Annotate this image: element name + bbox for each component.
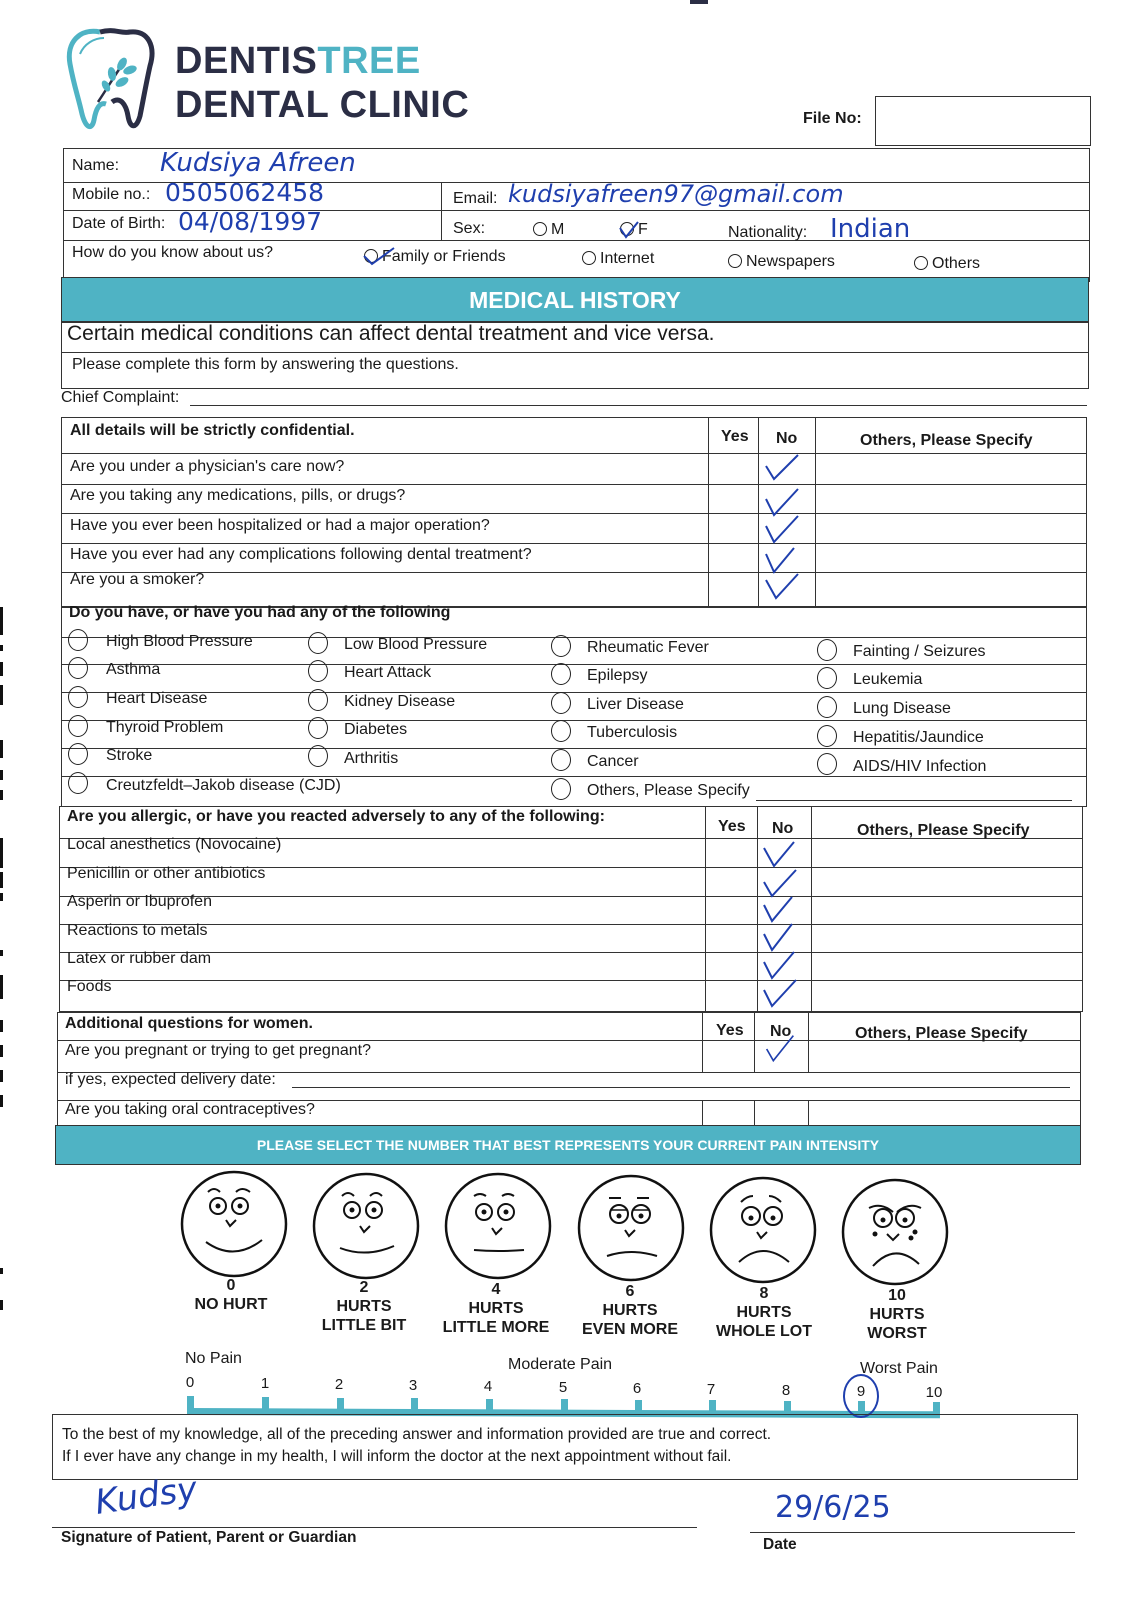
- declaration-line1: To the best of my knowledge, all of the preceding answer and information provided are true and correct.: [62, 1426, 772, 1443]
- clinic-name-tree: TREE: [317, 40, 421, 82]
- allergies-yes-header: Yes: [718, 818, 746, 835]
- allergies-others-header: Others, Please Specify: [857, 822, 1030, 839]
- date-label: Date: [763, 1536, 797, 1553]
- condition-label: Heart Attack: [344, 664, 432, 681]
- allergies-heading: Are you allergic, or have you reacted adversely to any of the following:: [67, 808, 605, 825]
- face-hurts-little-bit-icon[interactable]: [310, 1170, 422, 1282]
- chief-complaint-label: Chief Complaint:: [61, 389, 180, 406]
- scale-num[interactable]: 5: [558, 1379, 568, 1396]
- checkmark-no-icon[interactable]: [764, 572, 800, 602]
- sex-label: Sex:: [453, 220, 486, 237]
- question-row: Are you taking any medications, pills, or drugs?: [70, 487, 406, 504]
- condition-radio[interactable]: [68, 629, 88, 651]
- declaration-box: [52, 1414, 1078, 1480]
- checkmark-no-icon[interactable]: [762, 1034, 798, 1064]
- declaration-line2: If I ever have any change in my health, I will inform the doctor at the next appointment without fail.: [62, 1448, 732, 1465]
- question-row: Have you ever had any complications following dental treatment?: [70, 546, 532, 563]
- source-option-newspapers[interactable]: Newspapers: [728, 253, 835, 271]
- women-others-header: Others, Please Specify: [855, 1025, 1028, 1042]
- checkmark-no-icon[interactable]: [764, 452, 800, 482]
- condition-radio[interactable]: [68, 772, 88, 794]
- medical-history-banner: MEDICAL HISTORY: [61, 277, 1089, 323]
- email-label: Email:: [453, 190, 498, 207]
- face-label-8: 8 HURTS WHOLE LOT: [716, 1285, 812, 1340]
- scale-num[interactable]: 3: [408, 1377, 418, 1394]
- condition-label: Low Blood Pressure: [344, 636, 488, 653]
- general-yes-header: Yes: [721, 428, 749, 445]
- mobile-field[interactable]: 0505062458: [165, 178, 325, 207]
- nationality-field[interactable]: Indian: [830, 214, 911, 244]
- intro-text: Certain medical conditions can affect dental treatment and vice versa.: [67, 322, 715, 345]
- clinic-name-dentis: DENTIS: [175, 40, 318, 82]
- condition-label: Fainting / Seizures: [853, 643, 986, 660]
- condition-label: Rheumatic Fever: [587, 639, 709, 656]
- condition-radio[interactable]: [551, 663, 571, 685]
- sex-option-m[interactable]: M: [533, 221, 564, 239]
- condition-other-input[interactable]: [756, 800, 1072, 801]
- scale-num[interactable]: 8: [781, 1382, 791, 1399]
- general-heading: All details will be strictly confidential.: [70, 422, 355, 439]
- scale-num[interactable]: 6: [632, 1380, 642, 1397]
- face-label-2: 2 HURTS LITTLE BIT: [321, 1279, 407, 1334]
- checkmark-no-icon[interactable]: [762, 950, 798, 980]
- checkmark-no-icon[interactable]: [764, 514, 800, 544]
- checkmark-no-icon[interactable]: [764, 487, 800, 517]
- face-hurts-worst-icon[interactable]: [839, 1176, 951, 1288]
- date-field[interactable]: 29/6/25: [775, 1490, 891, 1525]
- face-label-6: 6 HURTS EVEN MORE: [581, 1283, 678, 1338]
- women-heading: Additional questions for women.: [65, 1015, 313, 1032]
- condition-label: Tuberculosis: [587, 724, 678, 741]
- sex-option-f[interactable]: F: [620, 221, 648, 239]
- condition-radio[interactable]: [308, 632, 328, 654]
- general-others-header: Others, Please Specify: [860, 432, 1033, 449]
- delivery-date-label: if yes, expected delivery date:: [65, 1071, 276, 1088]
- source-label: How do you know about us?: [72, 244, 274, 261]
- condition-radio[interactable]: [551, 692, 571, 714]
- pain-banner: PLEASE SELECT THE NUMBER THAT BEST REPRESENTS YOUR CURRENT PAIN INTENSITY: [55, 1125, 1081, 1165]
- scale-num[interactable]: 10: [925, 1384, 943, 1401]
- scale-num-selected[interactable]: 9: [856, 1383, 866, 1400]
- women-no-header: No: [770, 1023, 792, 1040]
- question-row: Are you a smoker?: [70, 571, 205, 588]
- face-label-4: 4 HURTS LITTLE MORE: [442, 1281, 550, 1336]
- file-no-label: File No:: [803, 110, 862, 127]
- clinic-name-line1: [175, 40, 421, 82]
- condition-label: Epilepsy: [587, 667, 648, 684]
- instruction-text: Please complete this form by answering the questions.: [72, 356, 459, 373]
- checkmark-no-icon[interactable]: [762, 840, 798, 870]
- tooth-logo-icon: [60, 24, 160, 134]
- clinic-name-line2: DENTAL CLINIC: [175, 84, 470, 126]
- condition-radio[interactable]: [68, 715, 88, 737]
- checkmark-no-icon[interactable]: [762, 978, 798, 1008]
- condition-label: Cancer: [587, 753, 639, 770]
- condition-label: Leukemia: [853, 671, 923, 688]
- condition-radio[interactable]: [817, 696, 837, 718]
- condition-radio[interactable]: [551, 720, 571, 742]
- radio-m[interactable]: [533, 222, 547, 236]
- condition-radio[interactable]: [308, 745, 328, 767]
- signature-label: Signature of Patient, Parent or Guardian: [61, 1529, 357, 1546]
- selected-circle-icon: [843, 1374, 879, 1418]
- scale-moderate-label: Moderate Pain: [508, 1356, 613, 1373]
- allergy-row: Penicillin or other antibiotics: [67, 865, 266, 882]
- condition-radio[interactable]: [817, 639, 837, 661]
- dob-field[interactable]: 04/08/1997: [178, 207, 323, 236]
- signature-field[interactable]: Kudsy: [92, 1469, 200, 1523]
- condition-label: Liver Disease: [587, 696, 684, 713]
- radio-internet[interactable]: [582, 251, 596, 265]
- face-label-10: 10 HURTS WORST: [867, 1287, 927, 1342]
- condition-label: Kidney Disease: [344, 693, 456, 710]
- condition-radio[interactable]: [68, 743, 88, 765]
- scale-num[interactable]: 4: [483, 1378, 493, 1395]
- allergy-row: Latex or rubber dam: [67, 950, 212, 967]
- condition-radio[interactable]: [817, 667, 837, 689]
- condition-radio[interactable]: [817, 753, 837, 775]
- radio-others[interactable]: [914, 256, 928, 270]
- condition-radio[interactable]: [68, 657, 88, 679]
- conditions-heading: Do you have, or have you had any of the following: [69, 604, 451, 621]
- condition-label: Others, Please Specify: [587, 782, 750, 799]
- scale-num[interactable]: 0: [185, 1374, 195, 1391]
- scale-no-pain-label: No Pain: [185, 1350, 242, 1367]
- allergy-row: Local anesthetics (Novocaine): [67, 836, 282, 853]
- condition-radio[interactable]: [308, 660, 328, 682]
- name-label: Name:: [72, 157, 120, 174]
- scale-num[interactable]: 7: [706, 1381, 716, 1398]
- face-no-hurt-icon[interactable]: [178, 1168, 290, 1280]
- email-field[interactable]: kudsiyafreen97@gmail.com: [508, 180, 844, 208]
- condition-label: Diabetes: [344, 721, 408, 738]
- general-no-header: No: [776, 430, 798, 447]
- condition-label: Heart Disease: [106, 690, 208, 707]
- face-label-0: 0 NO HURT: [194, 1277, 268, 1313]
- allergies-no-header: No: [772, 820, 794, 837]
- chief-complaint-input[interactable]: [190, 405, 1087, 406]
- source-option-family[interactable]: Family or Friends: [364, 248, 506, 266]
- condition-label: Hepatitis/Jaundice: [853, 729, 984, 746]
- condition-label: Lung Disease: [853, 700, 951, 717]
- radio-newspapers[interactable]: [728, 254, 742, 268]
- condition-label: Thyroid Problem: [106, 719, 224, 736]
- face-hurts-whole-lot-icon[interactable]: [707, 1174, 819, 1286]
- question-row: Have you ever been hospitalized or had a major operation?: [70, 517, 490, 534]
- file-no-input[interactable]: [875, 96, 1091, 146]
- scale-num[interactable]: 1: [260, 1375, 270, 1392]
- condition-radio[interactable]: [551, 749, 571, 771]
- checkmark-no-icon[interactable]: [762, 922, 798, 952]
- nationality-label: Nationality:: [728, 224, 808, 241]
- condition-label: Creutzfeldt–Jakob disease (CJD): [106, 777, 341, 794]
- allergy-row: Reactions to metals: [67, 922, 208, 939]
- condition-radio[interactable]: [551, 635, 571, 657]
- face-hurts-even-more-icon[interactable]: [575, 1172, 687, 1284]
- condition-label: Arthritis: [344, 750, 399, 767]
- question-row: Are you under a physician's care now?: [70, 458, 345, 475]
- pregnant-question: Are you pregnant or trying to get pregnant?: [65, 1042, 371, 1059]
- checkmark-f-icon: [618, 220, 640, 240]
- mobile-label: Mobile no.:: [72, 186, 151, 203]
- scan-mark-top: [690, 0, 708, 4]
- condition-label: Stroke: [106, 747, 153, 764]
- condition-radio[interactable]: [68, 686, 88, 708]
- name-field[interactable]: Kudsiya Afreen: [160, 148, 356, 178]
- delivery-date-input[interactable]: [292, 1087, 1070, 1088]
- dob-label: Date of Birth:: [72, 215, 166, 232]
- checkmark-no-icon[interactable]: [762, 868, 798, 898]
- condition-label: AIDS/HIV Infection: [853, 758, 987, 775]
- contraceptives-question: Are you taking oral contraceptives?: [65, 1101, 315, 1118]
- scale-worst-label: Worst Pain: [860, 1360, 938, 1377]
- condition-radio[interactable]: [308, 717, 328, 739]
- checkmark-no-icon[interactable]: [762, 895, 798, 925]
- face-hurts-little-more-icon[interactable]: [442, 1170, 554, 1282]
- condition-label: High Blood Pressure: [106, 633, 253, 650]
- source-option-others[interactable]: Others: [914, 255, 980, 273]
- checkmark-family-icon: [362, 246, 396, 268]
- condition-radio[interactable]: [817, 725, 837, 747]
- allergy-row: Asperin or Ibuprofen: [67, 893, 212, 910]
- condition-radio[interactable]: [551, 778, 571, 800]
- scale-num[interactable]: 2: [334, 1376, 344, 1393]
- condition-radio[interactable]: [308, 689, 328, 711]
- source-option-internet[interactable]: Internet: [582, 250, 654, 268]
- women-yes-header: Yes: [716, 1022, 744, 1039]
- condition-label: Asthma: [106, 661, 161, 678]
- allergy-row: Foods: [67, 978, 112, 995]
